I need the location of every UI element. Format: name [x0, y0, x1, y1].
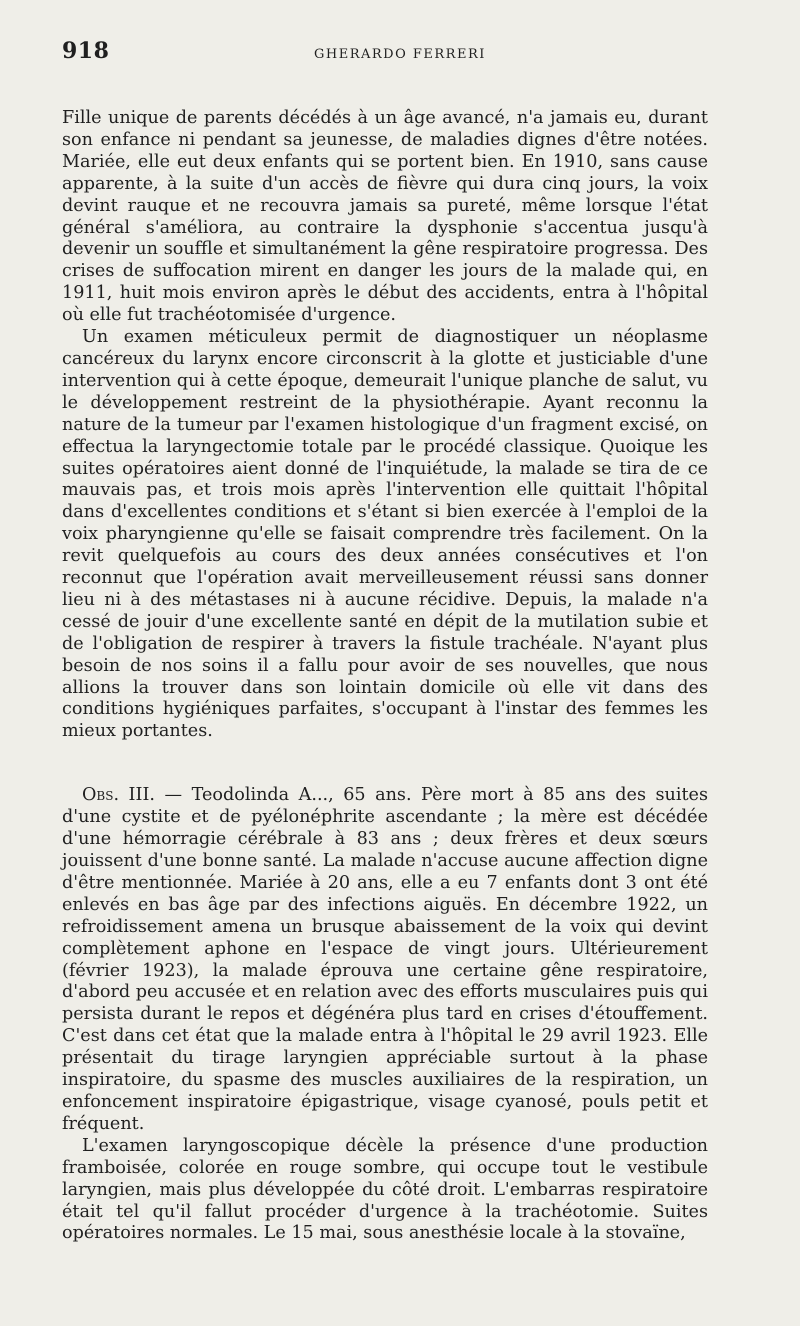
- body-text: [62, 108, 708, 1245]
- paragraph: Fille unique de parents décédés à un âge avancé, n'a jamais eu, durant son enfance ni pendant sa jeunesse, de maladies dignes d'être notées. Mariée, elle eut deux enfants qui se portent bien. En 1910, sans cause apparente, à la suite d'un accès de fièvre qui dura cinq jours, la voix devint rauque et ne recouvra jamais sa pureté, même lorsque l'état général s'améliora, au contraire la dysphonie s'accentua jusqu'à devenir un souffle et simultanément la gêne respiratoire progressa. Des crises de suffocation mirent en danger les jours de la malade qui, en 1911, huit mois environ après le début des accidents, entra à l'hôpital où elle fut trachéotomisée d'urgence.: [62, 108, 708, 326]
- paragraph: Un examen méticuleux permit de diagnostiquer un néoplasme cancéreux du larynx encore circonscrit à la glotte et justiciable d'une intervention qui à cette époque, demeurait l'unique planche de salut, vu le développement restreint de la physiothérapie. Ayant reconnu la nature de la tumeur par l'examen histologique d'un fragment excisé, on effectua la laryngectomie totale par le procédé classique. Quoique les suites opératoires aient donné de l'inquiétude, la malade se tira de ce mauvais pas, et trois mois après l'intervention elle quittait l'hôpital dans d'excellentes conditions et s'étant si bien exercée à l'emploi de la voix pharyngienne qu'elle se faisait comprendre très facilement. On la revit quelquefois au cours des deux années consécutives et l'on reconnut que l'opération avait merveilleusement réussi sans donner lieu ni à des métastases ni à aucune récidive. Depuis, la malade n'a cessé de jouir d'une excellente santé en dépit de la mutilation subie et de l'obligation de respirer à travers la fistule trachéale. N'ayant plus besoin de nos soins il a fallu pour avoir de ses nouvelles, que nous allions la trouver dans son lointain domicile où elle vit dans des conditions hygiéniques parfaites, s'occupant à l'instar des femmes les mieux portantes.: [62, 327, 708, 742]
- running-head: GHERARDO FERRERI: [314, 47, 486, 62]
- paragraph: L'examen laryngoscopique décèle la présence d'une production framboisée, colorée en rouge sombre, qui occupe tout le vestibule laryngien, mais plus développée du côté droit. L'embarras respiratoire était tel qu'il fallut procéder d'urgence à la trachéotomie. Suites opératoires normales. Le 15 mai, sous anesthésie locale à la stovaïne,: [62, 1135, 708, 1244]
- page-header: [62, 38, 708, 78]
- page-number: 918: [62, 38, 110, 64]
- observation-label: Obs. III.: [82, 785, 155, 806]
- observation-text: — Teodolinda A..., 65 ans. Père mort à 85 ans des suites d'une cystite et de pyélonéphrite ascendante ; la mère est décédée d'une hémorragie cérébrale à 83 ans ; deux frères et deux sœurs jouissent d'une bonne santé. La malade n'accuse aucune affection digne d'être mentionnée. Mariée à 20 ans, elle a eu 7 enfants dont 3 ont été enlevés en bas âge par des infections aiguës. En décembre 1922, un refroidissement amena un brusque abaissement de la voix qui devint complètement aphone en l'espace de vingt jours. Ultérieurement (février 1923), la malade éprouva une certaine gêne respiratoire, d'abord peu accusée et en relation avec des efforts musculaires puis qui persista durant le repos et dégénéra plus tard en crises d'étouffement. C'est dans cet état que la malade entra à l'hôpital le 29 avril 1923. Elle présentait du tirage laryngien appréciable surtout à la phase inspiratoire, du spasme des muscles auxiliaires de la respiration, un enfoncement inspiratoire épigastrique, visage cyanosé, pouls petit et fréquent.: [62, 785, 708, 1134]
- observation-paragraph: [62, 785, 708, 1136]
